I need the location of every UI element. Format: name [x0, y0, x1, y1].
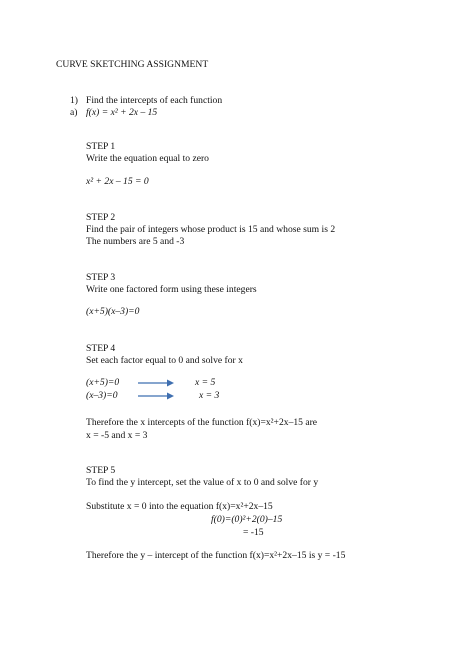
- step1-heading: STEP 1: [86, 141, 116, 152]
- step4-text: Set each factor equal to 0 and solve for x: [86, 355, 243, 366]
- step3-text: Write one factored form using these integers: [86, 284, 257, 295]
- step5-heading: STEP 5: [86, 465, 116, 476]
- step2-heading: STEP 2: [86, 212, 116, 223]
- step4-conclusion-2: x = -5 and x = 3: [86, 430, 148, 441]
- step5-conclusion: Therefore the y – intercept of the function f(x)=x²+2x–15 is y = -15: [86, 550, 346, 561]
- step5-substitute: Substitute x = 0 into the equation f(x)=x²+2x–15: [86, 501, 273, 512]
- arrow-right-icon: [137, 378, 175, 388]
- step5-line-3: = -15: [243, 527, 264, 538]
- step1-text: Write the equation equal to zero: [86, 153, 209, 164]
- step1-equation: x² + 2x – 15 = 0: [86, 176, 149, 187]
- arrow-right-icon: [137, 391, 175, 401]
- step3-heading: STEP 3: [86, 272, 116, 283]
- step5-line-2: f(0)=(0)²+2(0)–15: [211, 514, 283, 525]
- question-1-text: Find the intercepts of each function: [86, 95, 223, 106]
- doc-title: CURVE SKETCHING ASSIGNMENT: [56, 59, 209, 70]
- step5-text: To find the y intercept, set the value of x to 0 and solve for y: [86, 477, 319, 488]
- question-1-number: 1): [70, 95, 78, 106]
- step2-text: Find the pair of integers whose product is 15 and whose sum is 2: [86, 224, 336, 235]
- step4-conclusion: Therefore the x intercepts of the function f(x)=x²+2x–15 are: [86, 417, 318, 428]
- step4-eq2-right: x = 3: [199, 390, 220, 401]
- step3-equation: (x+5)(x–3)=0: [86, 306, 140, 317]
- step4-eq1-left: (x+5)=0: [86, 377, 120, 388]
- step4-eq2-left: (x–3)=0: [86, 390, 118, 401]
- question-a-label: a): [70, 107, 78, 118]
- step4-eq1-right: x = 5: [195, 377, 216, 388]
- step4-heading: STEP 4: [86, 343, 116, 354]
- step2-text-2: The numbers are 5 and -3: [86, 236, 185, 247]
- question-a-function: f(x) = x² + 2x – 15: [86, 107, 158, 118]
